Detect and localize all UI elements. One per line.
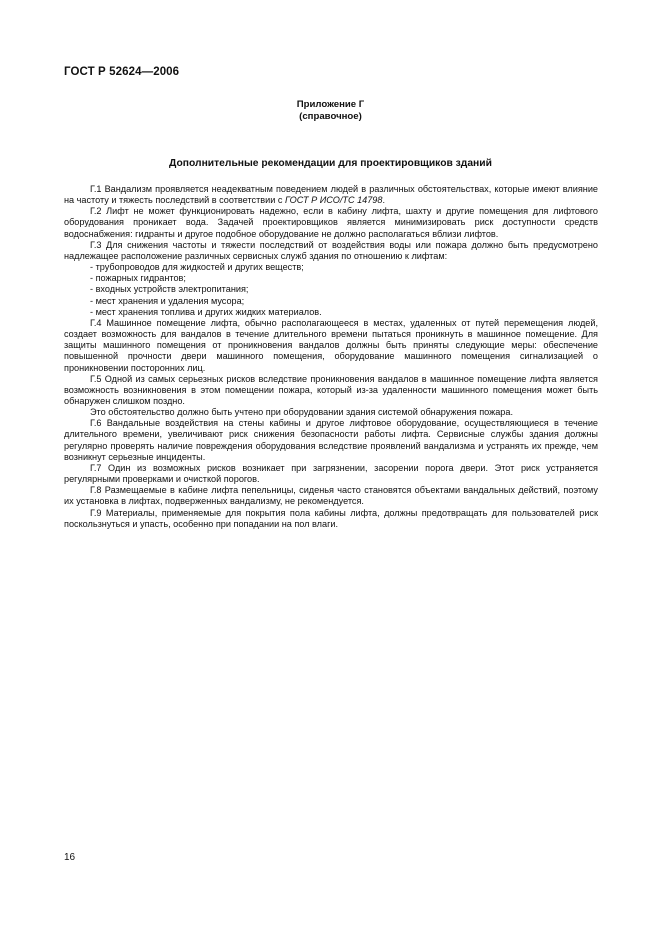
paragraph-g2: Г.2 Лифт не может функционировать надежно, если в кабину лифта, шахту и другие помещения для лифтового оборудования проникает вода. Задачей проектировщиков является минимизировать риск доступности средств водоснабжения: гидранты и другое подобное оборудование не должно располагаться вблизи лифтов. [64,206,598,239]
section-title: Дополнительные рекомендации для проектировщиков зданий [169,158,492,169]
list-item: - мест хранения топлива и других жидких материалов. [90,306,322,317]
paragraph-g7: Г.7 Один из возможных рисков возникает при загрязнении, засорении порога двери. Этот риск устраняется регулярными проверками и очисткой порогов. [64,462,598,485]
list-item: - трубопроводов для жидкостей и других веществ; [90,262,304,273]
paragraph-g8: Г.8 Размещаемые в кабине лифта пепельницы, сиденья часто становятся объектами вандальных действий, поэтому их установка в лифтах, подверженных вандализму, не рекомендуется. [64,485,598,507]
paragraph-g1-end: . [382,195,385,206]
paragraph-g6: Г.6 Вандальные воздействия на стены кабины и другое лифтовое оборудование, осуществляющиеся в течение длительного времени, увеличивают риск снижения безопасности работы лифта. Сервисные службы здания должны регулярно проверять наличие повреждения оборудования вследствие проявлений вандализма и устранять их прежде, чем возникнут серьезные инциденты. [64,418,598,462]
service-list [64,262,598,318]
annex-title: Приложение Г [296,99,365,110]
annex-heading [0,99,661,123]
paragraph-g5: Г.5 Одной из самых серьезных рисков вследствие проникновения вандалов в машинное помещение лифта является возможность возникновения в этом помещении пожара, который из-за удаленности машинного помещения может быть обнаружен слишком поздно. [64,373,598,406]
paragraph-g1 [64,184,598,206]
paragraph-g9: Г.9 Материалы, применяемые для покрытия пола кабины лифта, должны предотвращать для пользователей риск поскользнуться и упасть, особенно при попадании на пол влаги. [64,507,598,529]
standard-reference: ГОСТ Р ИСО/ТС 14798 [284,195,383,206]
paragraph-g3: Г.3 Для снижения частоты и тяжести последствий от воздействия воды или пожара должно быть предусмотрено надлежащее расположение различных сервисных служб здания по отношению к лифтам: [64,239,598,261]
document-body [64,184,598,530]
list-item: - мест хранения и удаления мусора; [90,295,245,306]
document-code: ГОСТ Р 52624—2006 [64,66,180,78]
paragraph-g4: Г.4 Машинное помещение лифта, обычно располагающееся в местах, удаленных от путей перемещения людей, создает возможность для вандалов в течение длительного времени пытаться проникнуть в машинное помещение. Для защиты машинного помещения от проникновения вандалов должны быть приняты следующие меры: обеспечение повышенной прочности двери машинного помещения, оборудование машинного помещения сигнализацией о проникновении посторонних лиц. [64,317,598,373]
paragraph-g1-text: Г.1 Вандализм проявляется неадекватным поведением людей в различных обстоятельствах, которые имеют влияние на частоту и тяжесть последствий в соответствии с [64,184,598,206]
list-item: - пожарных гидрантов; [90,273,186,284]
page-number: 16 [64,852,76,863]
paragraph-g5-note: Это обстоятельство должно быть учтено при оборудовании здания системой обнаружения пожара. [90,407,513,418]
list-item: - входных устройств электропитания; [90,284,249,295]
annex-subtitle: (справочное) [299,111,362,122]
